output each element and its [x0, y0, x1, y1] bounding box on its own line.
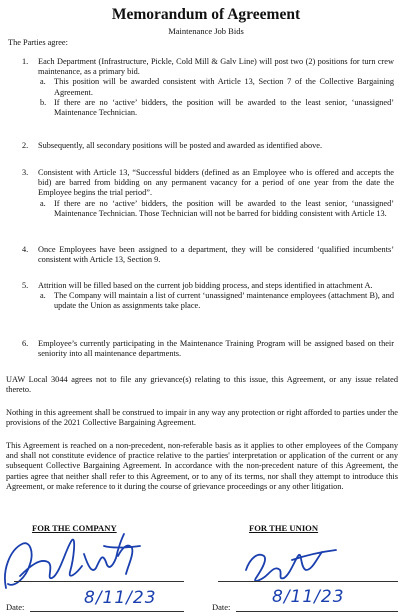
agreement-item-2 — [22, 141, 394, 151]
union-signature-heading: FOR THE UNION — [249, 523, 319, 533]
agreement-item-3 — [22, 168, 394, 219]
item-text: Once Employees have been assigned to a department, they will be considered ‘qualified incumbents’ consistent with Article 13, Section 9. — [38, 245, 394, 265]
company-signature-line — [14, 581, 184, 582]
item-text: Employee’s currently participating in the Maintenance Training Program will be assigned based on their seniority into all maintenance departments. — [38, 339, 394, 359]
item-number: 2. — [22, 141, 29, 150]
union-signature-line — [218, 581, 398, 582]
no-impairment-paragraph: Nothing in this agreement shall be construed to impair in any way any protection or right afforded to parties under the provisions of the 2021 Collective Bargaining Agreement. — [6, 408, 398, 428]
sub-item-1a — [40, 77, 394, 97]
union-date-value: 8/11/23 — [272, 587, 345, 607]
item-text: Each Department (Infrastructure, Pickle, Cold Mill & Galv Line) will post two (2) positions for turn crew maintenance, as a primary bid. — [38, 57, 394, 77]
item-number: 5. — [22, 281, 29, 290]
item-text: Subsequently, all secondary positions will be posted and awarded as identified above. — [38, 141, 323, 150]
company-date-line — [30, 611, 184, 612]
item-text: Consistent with Article 13, “Successful bidders (defined as an Employee who is offered and accepts the bid) are barred from bidding on any permanent vacancy for a period of one year from the date the Employee begins the trial period”. — [38, 168, 394, 198]
no-grievance-paragraph: UAW Local 3044 agrees not to file any grievance(s) relating to this issue, this Agreement, or any issue related thereto. — [6, 375, 398, 395]
agreement-item-1 — [22, 57, 394, 118]
item-number: 6. — [22, 339, 29, 348]
union-date-label: Date: — [212, 602, 231, 612]
sub-item-1b — [40, 97, 394, 118]
sub-item-letter: a. — [40, 198, 46, 208]
sub-item-letter: b. — [40, 97, 47, 107]
item-number: 4. — [22, 245, 29, 254]
sub-item-letter: a. — [40, 291, 46, 301]
sub-item-text: The Company will maintain a list of current ‘unassigned’ maintenance employees (attachment B), and update the Union as assignments take place. — [54, 291, 394, 311]
item-number: 1. — [22, 57, 29, 66]
company-signature-heading: FOR THE COMPANY — [32, 523, 117, 533]
agreement-item-4 — [22, 245, 394, 265]
item-number: 3. — [22, 168, 29, 177]
agreement-item-5 — [22, 281, 394, 312]
sub-item-3a — [40, 198, 394, 219]
company-date-value: 8/11/23 — [84, 588, 157, 608]
sub-item-text: If there are no ‘active’ bidders, the position will be awarded to the least senior, ‘unassigned’ Maintenance Technician. — [54, 97, 394, 118]
company-signature-icon — [0, 518, 160, 598]
sub-item-letter: a. — [40, 77, 46, 87]
agreement-item-6 — [22, 339, 394, 359]
item-text: Attrition will be filled based on the current job bidding process, and steps identified in attachment A. — [38, 281, 373, 290]
sub-item-text: If there are no ‘active’ bidders, the position will be awarded to the least senior, ‘unassigned’ Maintenance Technician. Those Technician will not be barred for bidding consistent with Article 13. — [54, 198, 394, 218]
union-date-line — [236, 611, 398, 612]
company-date-label: Date: — [6, 602, 25, 612]
intro-text: The Parties agree: — [8, 38, 68, 47]
document-title: Memorandum of Agreement — [111, 6, 301, 23]
document-subtitle: Maintenance Job Bids — [168, 26, 244, 36]
sub-item-5a — [40, 291, 394, 311]
sub-item-text: This position will be awarded consistent with Article 13, Section 7 of the Collective Bargaining Agreement. — [54, 77, 394, 97]
non-precedent-paragraph: This Agreement is reached on a non-precedent, non-referable basis as it applies to other employees of the Company and shall not constitute evidence of practice relative to the parties' interpretation or application of the current or any subsequent Collective Bargaining Agreement. In accordance with the non-precedent nature of this Agreement, the parties agree that neither shall refer to this Agreement, or to any of its terms, nor shall they attempt to introduce this Agreement, or make reference to it during the course of grievance proceedings or any other litigation. — [6, 441, 398, 491]
